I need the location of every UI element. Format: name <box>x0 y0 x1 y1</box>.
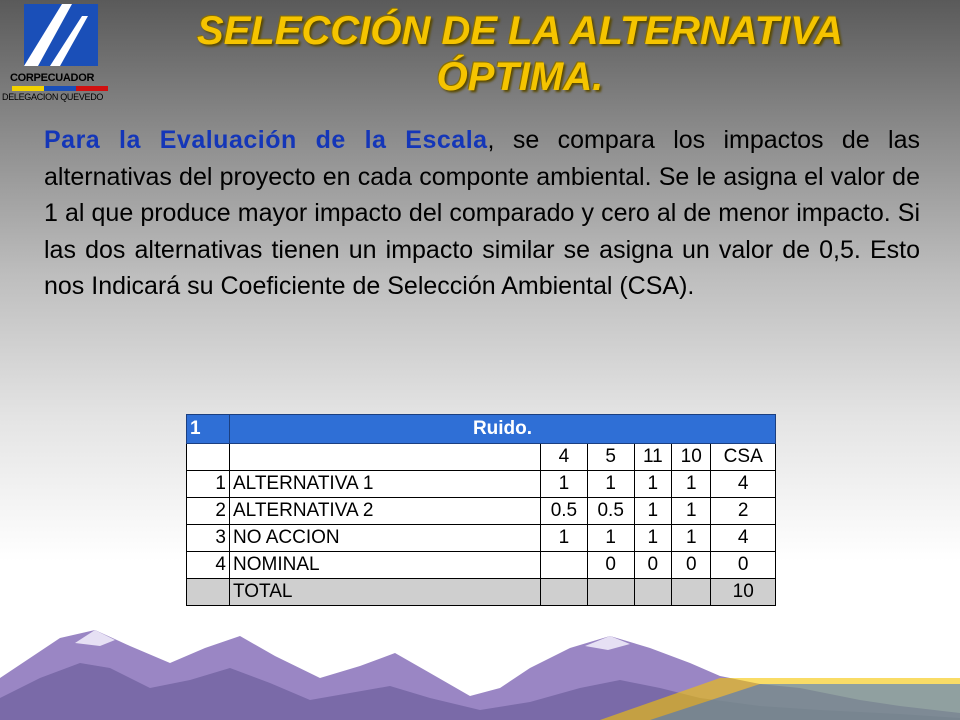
table-cell: 1 <box>541 525 588 552</box>
table-cell: 0 <box>672 552 711 579</box>
table-cell: 1 <box>541 471 588 498</box>
row-name: ALTERNATIVA 1 <box>230 471 541 498</box>
page-title: SELECCIÓN DE LA ALTERNATIVA ÓPTIMA. <box>197 9 843 99</box>
row-name: NO ACCION <box>230 525 541 552</box>
highlighted-phrase: Para la Evaluación de la Escala <box>44 126 488 154</box>
table-cell: 0 <box>711 552 776 579</box>
column-header: 4 <box>541 444 588 471</box>
table-number: 1 <box>187 415 230 444</box>
table-cell <box>541 552 588 579</box>
table-cell: 4 <box>711 471 776 498</box>
table-cell: 1 <box>672 498 711 525</box>
table-cell <box>187 444 230 471</box>
table-cell: 0.5 <box>587 498 634 525</box>
row-name: ALTERNATIVA 2 <box>230 498 541 525</box>
table-row <box>187 471 776 498</box>
column-header: 10 <box>672 444 711 471</box>
row-index: 2 <box>187 498 230 525</box>
corpecuador-logo <box>2 2 118 104</box>
table-cell <box>187 579 230 606</box>
logo-emblem-icon <box>2 2 118 72</box>
table-cell: 1 <box>587 525 634 552</box>
column-header: 5 <box>587 444 634 471</box>
logo-text-delegacion: DELEGACION QUEVEDO <box>2 92 104 102</box>
table-cell: 1 <box>634 525 671 552</box>
table-cell: 4 <box>711 525 776 552</box>
row-index: 4 <box>187 552 230 579</box>
table-cell: 0 <box>587 552 634 579</box>
table-cell: 1 <box>634 471 671 498</box>
description-paragraph <box>44 122 920 305</box>
table-header-row <box>187 415 776 444</box>
column-header: CSA <box>711 444 776 471</box>
row-index: 3 <box>187 525 230 552</box>
column-header: 11 <box>634 444 671 471</box>
table-cell: 1 <box>672 525 711 552</box>
table-cell: 1 <box>672 471 711 498</box>
table-cell <box>587 579 634 606</box>
mountains-decoration-icon <box>0 618 960 720</box>
table-cell: 1 <box>634 498 671 525</box>
table-cell <box>230 444 541 471</box>
row-index: 1 <box>187 471 230 498</box>
total-label: TOTAL <box>230 579 541 606</box>
table-cell <box>541 579 588 606</box>
logo-text-corpecuador: CORPECUADOR <box>10 72 95 84</box>
table-cell: 0 <box>634 552 671 579</box>
table-cell: 1 <box>587 471 634 498</box>
table-row <box>187 525 776 552</box>
table-columns-row <box>187 444 776 471</box>
table-cell: 0.5 <box>541 498 588 525</box>
table-row <box>187 552 776 579</box>
table-title: Ruido. <box>230 415 776 444</box>
table-cell <box>634 579 671 606</box>
table-total-row <box>187 579 776 606</box>
table-cell: 2 <box>711 498 776 525</box>
paragraph-text: , se compara los impactos de las alternativas del proyecto en cada componte ambiental. Se le asigna el valor de 1 al que produce mayor impacto del comparado y cero al de menor impacto. Si las dos alternativas tienen un impacto similar se asigna un valor de 0,5. Esto nos Indicará su Coeficiente de Selección Ambiental (CSA). <box>44 126 920 300</box>
table-row <box>187 498 776 525</box>
noise-evaluation-table <box>186 414 776 606</box>
row-name: NOMINAL <box>230 552 541 579</box>
table-cell <box>672 579 711 606</box>
total-value: 10 <box>711 579 776 606</box>
